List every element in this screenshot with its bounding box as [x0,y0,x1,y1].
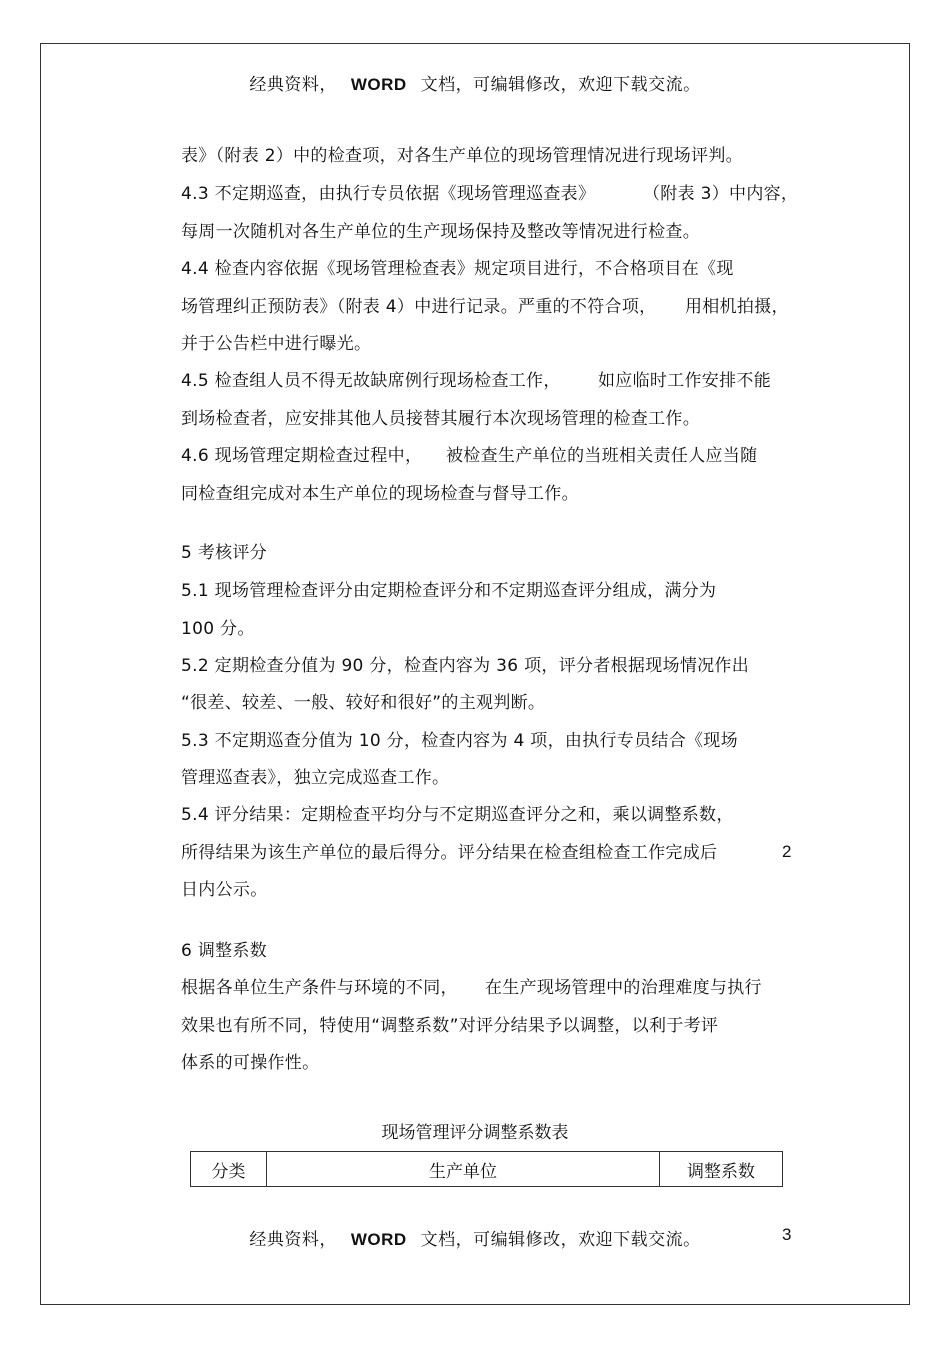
coefficient-table [190,1151,783,1187]
body-line: 4.6 现场管理定期检查过程中， [181,446,423,466]
body-line: 用相机拍摄， [685,297,789,317]
body-line: 100 分。 [181,619,255,639]
page-number: 3 [782,1225,792,1244]
body-line: 被检查生产单位的当班相关责任人应当随 [446,446,758,466]
body-line: 同检查组完成对本生产单位的现场检查与督导工作。 [181,484,579,504]
footer-brand: WORD [350,1230,407,1249]
header-text-after: 文档，可编辑修改，欢迎下载交流。 [420,75,701,95]
table-header-unit: 生产单位 [267,1152,660,1187]
section-heading: 5 考核评分 [181,543,268,563]
body-line: 效果也有所不同，特使用“调整系数”对评分结果予以调整，以利于考评 [181,1016,719,1036]
body-line: 5.1 现场管理检查评分由定期检查评分和不定期巡查评分组成，满分为 [181,581,717,601]
body-line-number: 2 [782,842,792,861]
body-line: 5.4 评分结果：定期检查平均分与不定期巡查评分之和，乘以调整系数， [181,805,734,825]
table-header-row [191,1152,783,1187]
body-line: 所得结果为该生产单位的最后得分。评分结果在检查组检查工作完成后 [181,843,718,863]
section-heading: 6 调整系数 [181,941,268,961]
body-line: 在生产现场管理中的治理难度与执行 [485,978,762,998]
body-line: 5.3 不定期巡查分值为 10 分，检查内容为 4 项，由执行专员结合《现场 [181,731,738,751]
page-header [0,70,950,95]
table-header-coefficient: 调整系数 [660,1152,783,1187]
body-line: “很差、较差、一般、较好和很好”的主观判断。 [181,693,546,713]
body-line: 到场检查者，应安排其他人员接替其履行本次现场管理的检查工作。 [181,409,700,429]
body-line: 体系的可操作性。 [181,1053,320,1073]
body-line: 管理巡查表》，独立完成巡查工作。 [181,768,450,788]
body-line: 并于公告栏中进行曝光。 [181,334,372,354]
header-brand: WORD [350,75,407,94]
header-text-before: 经典资料， [249,75,337,95]
footer-text-before: 经典资料， [249,1230,337,1250]
table-title: 现场管理评分调整系数表 [381,1123,569,1143]
body-line: 场管理纠正预防表》（附表 4）中进行记录。严重的不符合项， [181,297,657,317]
body-line: 如应临时工作安排不能 [598,371,771,391]
body-line: 4.3 不定期巡查，由执行专员依据《现场管理巡查表》 [181,184,596,204]
page-footer [0,1225,950,1250]
body-line: （附表 3）中内容， [643,184,799,204]
body-line: 表》（附表 2）中的检查项，对各生产单位的现场管理情况进行现场评判。 [181,146,743,166]
body-line: 根据各单位生产条件与环境的不同， [181,978,458,998]
body-line: 4.5 检查组人员不得无故缺席例行现场检查工作， [181,371,561,391]
body-line: 4.4 检查内容依据《现场管理检查表》规定项目进行，不合格项目在《现 [181,259,734,279]
body-line: 日内公示。 [181,880,268,900]
body-line: 每周一次随机对各生产单位的生产现场保持及整改等情况进行检查。 [181,222,700,242]
body-line: 5.2 定期检查分值为 90 分，检查内容为 36 项，评分者根据现场情况作出 [181,656,750,676]
table-header-category: 分类 [191,1152,267,1187]
footer-text-after: 文档，可编辑修改，欢迎下载交流。 [420,1230,701,1250]
